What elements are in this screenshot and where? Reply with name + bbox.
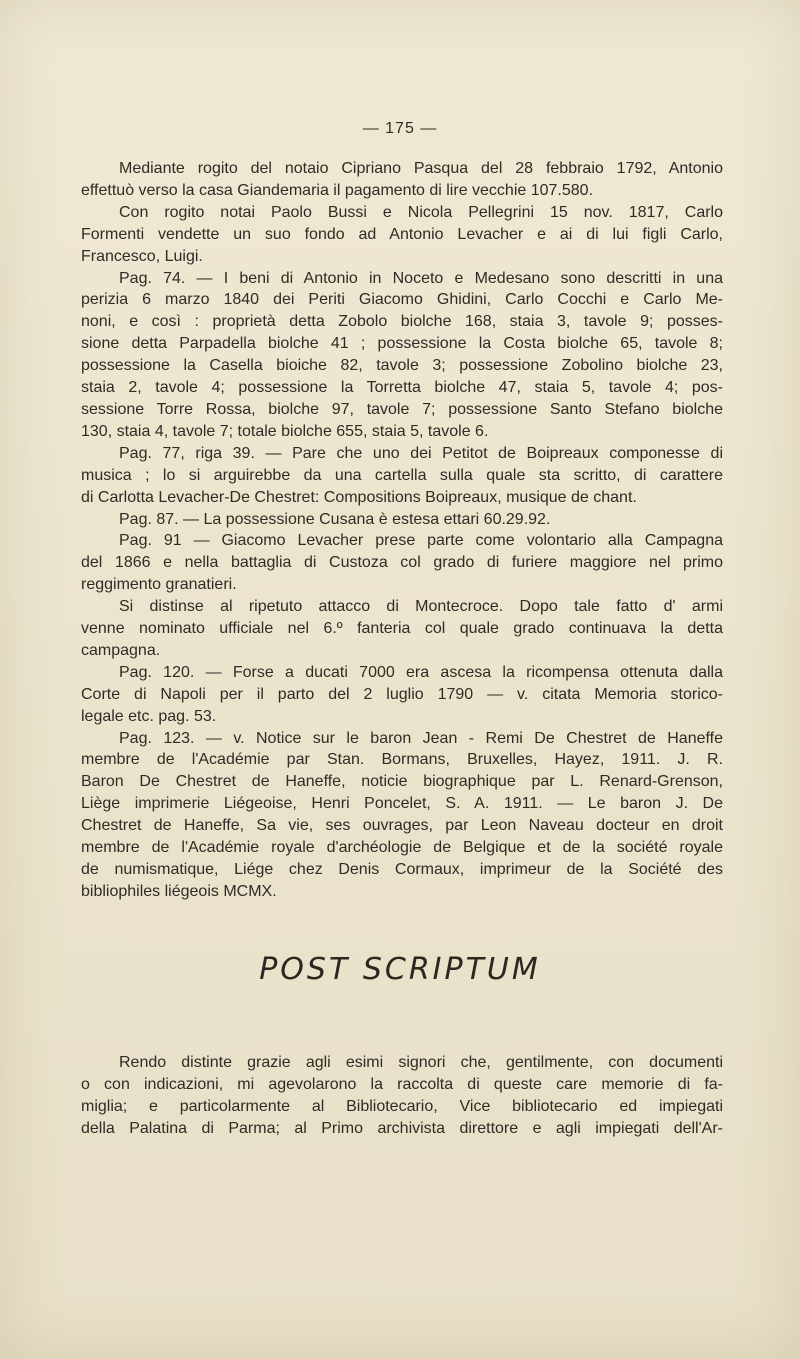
text-line: o con indicazioni, mi agevolarono la raccolta di queste care memorie di fa-: [81, 1075, 723, 1093]
body-text: [81, 158, 723, 903]
text-line: de numismatique, Liége chez Denis Cormaux, imprimeur de la Société des: [81, 861, 723, 878]
text-line: sessione Torre Rossa, biolche 97, tavole 7; possessione Santo Stefano biolche: [81, 400, 723, 418]
text-line: Pag. 74. — I beni di Antonio in Noceto e Medesano sono descritti in una: [119, 269, 723, 287]
text-line: venne nominato ufficiale nel 6.º fanteria col quale grado continuava la detta: [81, 620, 723, 638]
text-line: Con rogito notai Paolo Bussi e Nicola Pellegrini 15 nov. 1817, Carlo: [119, 203, 723, 221]
text-line: Chestret de Haneffe, Sa vie, ses ouvrages, par Leon Naveau docteur en droit: [81, 817, 723, 835]
text-line: Mediante rogito del notaio Cipriano Pasqua del 28 febbraio 1792, Antonio: [119, 160, 723, 177]
post-scriptum-text: [81, 1052, 723, 1140]
text-line: Formenti vendette un suo fondo ad Antonio Levacher e ai di lui figli Carlo,: [81, 225, 723, 243]
text-line: Rendo distinte grazie agli esimi signori che, gentilmente, con documenti: [119, 1054, 723, 1071]
text-line: membre de l'Académie royale d'archéologie de Belgique et de la société royale: [81, 839, 723, 857]
text-line: reggimento granatieri.: [81, 576, 237, 594]
paragraph: [81, 268, 723, 443]
text-line: membre de l'Académie par Stan. Bormans, Bruxelles, Hayez, 1911. J. R.: [81, 751, 723, 769]
text-line: di Carlotta Levacher-De Chestret: Compositions Boipreaux, musique de chant.: [81, 488, 637, 506]
text-line: Pag. 91 — Giacomo Levacher prese parte come volontario alla Campagna: [119, 532, 723, 550]
paragraph: [81, 158, 723, 202]
paragraph: [81, 596, 723, 662]
text-line: bibliophiles liégeois MCMX.: [81, 882, 277, 900]
text-line: Corte di Napoli per il parto del 2 luglio 1790 — v. citata Memoria storico-: [81, 685, 723, 703]
page-number: — 175 —: [362, 120, 438, 137]
text-line: campagna.: [81, 641, 161, 659]
text-line: Baron De Chestret de Haneffe, noticie biographique par L. Renard-Grenson,: [81, 773, 723, 791]
text-line: Si distinse al ripetuto attacco di Montecroce. Dopo tale fatto d' armi: [119, 598, 723, 616]
text-line: legale etc. pag. 53.: [81, 707, 217, 725]
text-line: perizia 6 marzo 1840 dei Periti Giacomo Ghidini, Carlo Cocchi e Carlo Me-: [81, 291, 723, 309]
text-line: Francesco, Luigi.: [81, 247, 203, 265]
text-line: possessione la Casella bioiche 82, tavole 3; possessione Zobolino biolche 23,: [81, 357, 723, 375]
text-line: 130, staia 4, tavole 7; totale biolche 655, staia 5, tavole 6.: [81, 422, 489, 440]
post-scriptum-title: POST SCRIPTUM: [259, 952, 541, 987]
text-line: effettuò verso la casa Giandemaria il pagamento di lire vecchie 107.580.: [81, 181, 594, 199]
paragraph: [81, 509, 723, 531]
text-line: Liège imprimerie Liégeoise, Henri Poncelet, S. A. 1911. — Le baron J. De: [81, 795, 723, 813]
paragraph: [81, 530, 723, 596]
text-line: miglia; e particolarmente al Bibliotecario, Vice bibliotecario ed impiegati: [81, 1097, 723, 1115]
text-line: della Palatina di Parma; al Primo archivista direttore e agli impiegati dell'Ar-: [81, 1119, 723, 1137]
paragraph: [81, 1052, 723, 1140]
text-line: staia 2, tavole 4; possessione la Torretta biolche 47, staia 5, tavole 4; pos-: [81, 379, 723, 397]
text-line: Pag. 87. — La possessione Cusana è estesa ettari 60.29.92.: [119, 510, 551, 528]
text-line: musica ; lo si arguirebbe da una cartella sulla quale sta scritto, di carattere: [81, 466, 723, 484]
text-line: Pag. 123. — v. Notice sur le baron Jean - Remi De Chestret de Haneffe: [119, 729, 723, 747]
paragraph: [81, 662, 723, 728]
paragraph: [81, 443, 723, 509]
paragraph: [81, 202, 723, 268]
text-line: sione detta Parpadella biolche 41 ; possessione la Costa biolche 65, tavole 8;: [81, 335, 723, 353]
text-line: noni, e così : proprietà detta Zobolo biolche 168, staia 3, tavole 9; posses-: [81, 313, 723, 331]
text-line: Pag. 77, riga 39. — Pare che uno dei Petitot de Boipreaux componesse di: [119, 444, 723, 462]
text-line: Pag. 120. — Forse a ducati 7000 era ascesa la ricompensa ottenuta dalla: [119, 663, 723, 681]
paragraph: [81, 728, 723, 903]
text-line: del 1866 e nella battaglia di Custoza col grado di furiere maggiore nel primo: [81, 554, 723, 572]
